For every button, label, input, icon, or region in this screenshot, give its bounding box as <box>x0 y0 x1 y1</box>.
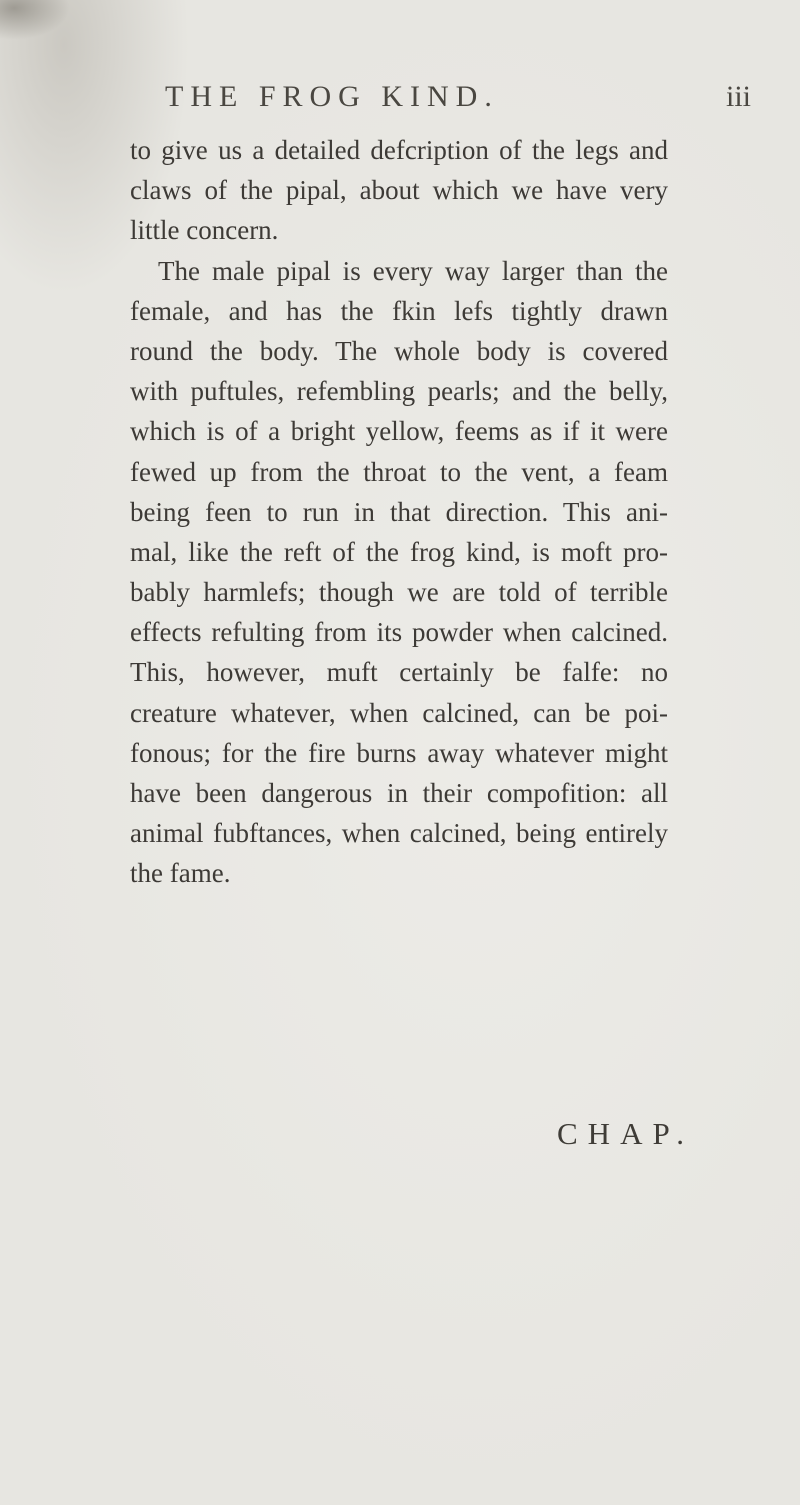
text-line: creature whatever, when calcined, can be poi- <box>130 697 668 728</box>
page-stain <box>0 0 70 40</box>
text-line: to give us a detailed defcription of the legs and <box>130 135 668 165</box>
text-line: female, and has the fkin lefs tightly drawn <box>130 295 668 326</box>
text-line: little concern. <box>130 215 279 246</box>
body-text <box>130 130 668 894</box>
text-line: have been dangerous in their compofition: all <box>130 778 668 808</box>
text-line: effects refulting from its powder when calcined. <box>130 617 668 648</box>
page-number: iii <box>726 80 752 113</box>
running-head-title: THE FROG KIND. <box>165 80 499 113</box>
text-line: claws of the pipal, about which we have very <box>130 175 668 206</box>
text-line: This, however, muft certainly be falfe: no <box>130 657 668 688</box>
text-line: bably harmlefs; though we are told of terrible <box>130 577 668 608</box>
catchword: CHAP. <box>557 1116 695 1151</box>
text-line: the fame. <box>130 858 231 889</box>
text-line: fonous; for the fire burns away whatever might <box>130 737 668 768</box>
text-line: round the body. The whole body is covered <box>130 335 668 366</box>
text-line: fewed up from the throat to the vent, a feam <box>130 456 668 487</box>
text-line: with puftules, refembling pearls; and the belly, <box>130 376 668 407</box>
running-head <box>0 80 800 124</box>
text-line: being feen to run in that direction. This ani- <box>130 496 668 527</box>
text-line: animal fubftances, when calcined, being entirely <box>130 818 668 849</box>
text-line: The male pipal is every way larger than the <box>158 255 668 286</box>
text-line: which is of a bright yellow, feems as if it were <box>130 416 668 447</box>
text-line: mal, like the reft of the frog kind, is moft pro- <box>130 536 668 567</box>
